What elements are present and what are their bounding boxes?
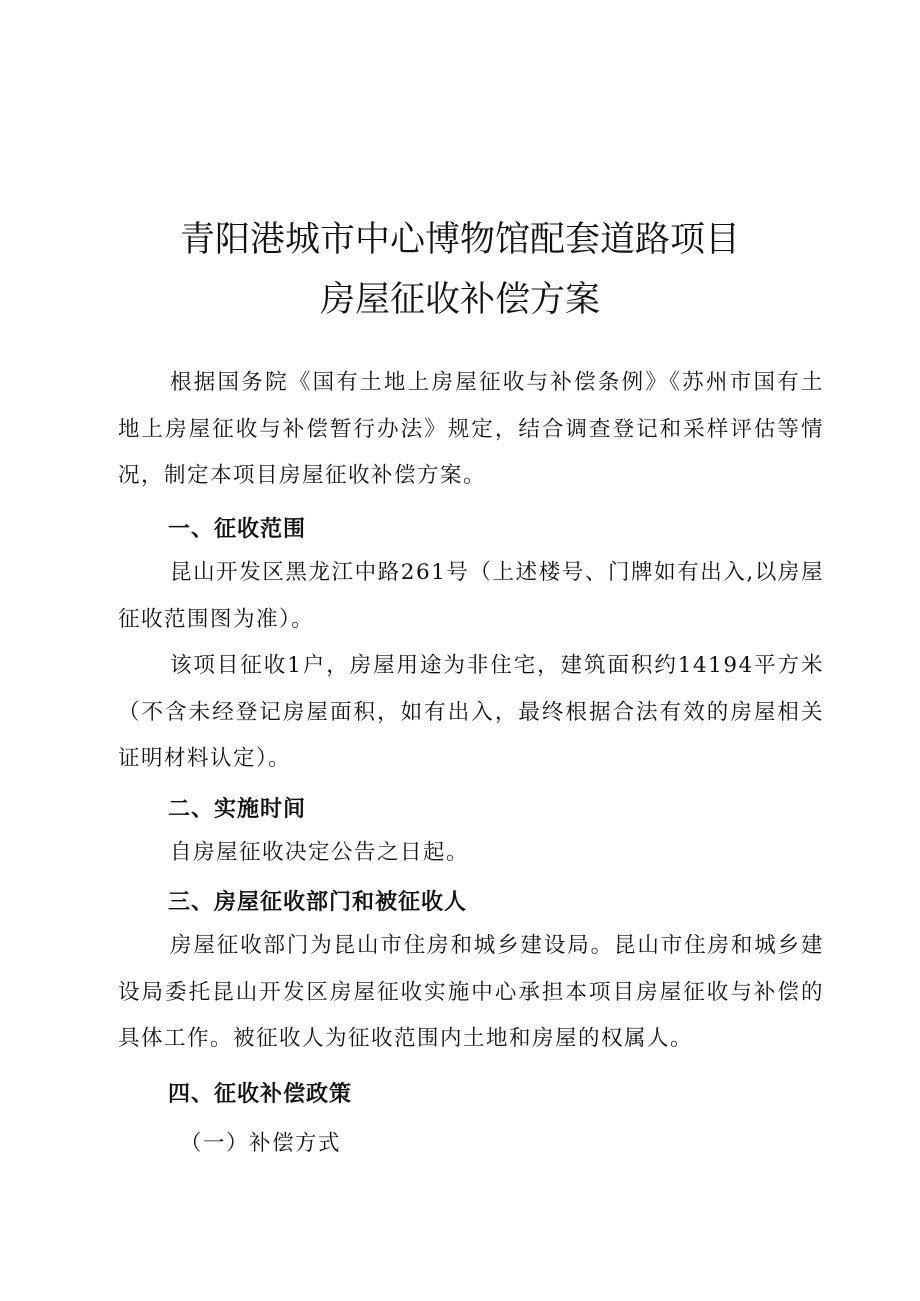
document-title-line2: 房屋征收补偿方案 [319, 280, 600, 320]
intro-paragraph: 根据国务院《国有土地上房屋征收与补偿条例》《苏州市国有土地上房屋征收与补偿暂行办法》规定，结合调查登记和采样评估等情况，制定本项目房屋征收补偿方案。 [118, 370, 824, 488]
section4-subheading1: （一）补偿方式 [180, 1131, 342, 1156]
section2-heading: 二、实施时间 [168, 797, 307, 822]
section1-paragraph1: 昆山开发区黑龙江中路261号（上述楼号、门牌如有出入,以房屋征收范围图为准）。 [118, 560, 824, 632]
section3-paragraph1: 房屋征收部门为昆山市住房和城乡建设局。昆山市住房和城乡建设局委托昆山开发区房屋征收实施中心承担本项目房屋征收与补偿的具体工作。被征收人为征收范围内土地和房屋的权属人。 [118, 933, 824, 1051]
section3-heading: 三、房屋征收部门和被征收人 [168, 890, 468, 915]
section1-heading: 一、征收范围 [168, 517, 307, 542]
section1-paragraph2: 该项目征收1户，房屋用途为非住宅，建筑面积约14194平方米（不含未经登记房屋面积，如有出入，最终根据合法有效的房屋相关证明材料认定）。 [118, 653, 824, 771]
document-title-line1: 青阳港城市中心博物馆配套道路项目 [179, 220, 740, 260]
section4-heading: 四、征收补偿政策 [168, 1082, 353, 1107]
section2-paragraph1: 自房屋征收决定公告之日起。 [170, 840, 470, 865]
